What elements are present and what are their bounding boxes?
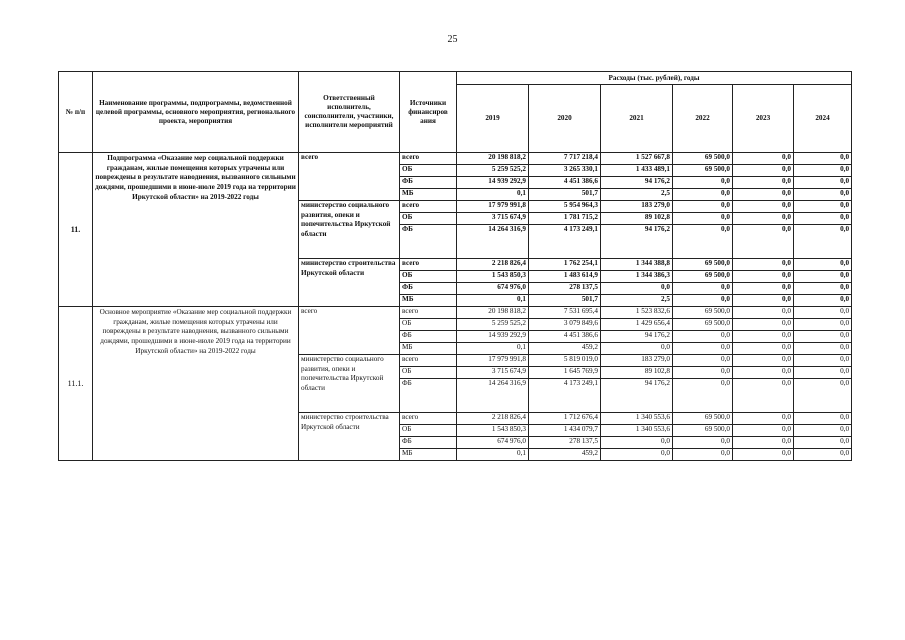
amount-cell: 183 279,0	[601, 201, 673, 213]
amount-cell: 0,0	[673, 343, 733, 355]
amount-cell: 2,5	[601, 189, 673, 201]
amount-cell: 4 173 249,1	[529, 379, 601, 413]
amount-cell: 0,0	[794, 165, 852, 177]
amount-cell: 14 264 316,9	[457, 225, 529, 259]
funding-source: всего	[400, 413, 457, 425]
amount-cell: 4 451 386,6	[529, 177, 601, 189]
amount-cell: 459,2	[529, 343, 601, 355]
amount-cell: 0,0	[733, 189, 794, 201]
amount-cell: 7 717 218,4	[529, 153, 601, 165]
funding-source: всего	[400, 259, 457, 271]
amount-cell: 0,0	[733, 437, 794, 449]
amount-cell: 0,0	[794, 259, 852, 271]
amount-cell: 0,0	[673, 437, 733, 449]
amount-cell: 278 137,5	[529, 283, 601, 295]
amount-cell: 501,7	[529, 295, 601, 307]
amount-cell: 0,0	[733, 165, 794, 177]
amount-cell: 0,0	[673, 283, 733, 295]
funding-source: МБ	[400, 343, 457, 355]
amount-cell: 0,0	[794, 331, 852, 343]
amount-cell: 0,0	[794, 189, 852, 201]
item-index: 11.	[59, 153, 93, 307]
amount-cell: 0,0	[673, 295, 733, 307]
amount-cell: 0,0	[733, 201, 794, 213]
amount-cell: 1 762 254,1	[529, 259, 601, 271]
table-row	[59, 307, 852, 319]
amount-cell: 0,0	[794, 153, 852, 165]
amount-cell: 0,0	[794, 271, 852, 283]
header-name: Наименование программы, подпрограммы, ведомственной целевой программы, основного мероприятия, регионального проекта, мероприятия	[93, 72, 299, 153]
budget-table	[58, 71, 852, 461]
responsible-executor: министерство социального развития, опеки и попечительства Иркутской области	[299, 355, 400, 413]
amount-cell: 0,0	[601, 343, 673, 355]
amount-cell: 0,0	[733, 367, 794, 379]
amount-cell: 4 451 386,6	[529, 331, 601, 343]
funding-source: всего	[400, 201, 457, 213]
table-row	[59, 153, 852, 165]
amount-cell: 1 340 553,6	[601, 413, 673, 425]
amount-cell: 0,1	[457, 343, 529, 355]
amount-cell: 0,0	[673, 177, 733, 189]
funding-source: ОБ	[400, 271, 457, 283]
amount-cell: 0,0	[673, 331, 733, 343]
amount-cell: 0,0	[794, 449, 852, 461]
item-index: 11.1.	[59, 307, 93, 461]
amount-cell: 0,1	[457, 449, 529, 461]
item-name: Основное мероприятие «Оказание мер социальной поддержки гражданам, жилые помещения которых утрачены или повреждены в результате наводнения, вызванного сильными дождями, прошедшими в июне-июле 2019 года на территории Иркутской области» на 2019-2022 годы	[93, 307, 299, 461]
amount-cell: 0,0	[733, 213, 794, 225]
amount-cell: 1 712 676,4	[529, 413, 601, 425]
amount-cell: 2 218 826,4	[457, 259, 529, 271]
amount-cell: 183 279,0	[601, 355, 673, 367]
amount-cell: 0,0	[601, 449, 673, 461]
amount-cell: 5 819 019,0	[529, 355, 601, 367]
amount-cell: 1 645 769,9	[529, 367, 601, 379]
amount-cell: 89 102,8	[601, 213, 673, 225]
amount-cell: 94 176,2	[601, 379, 673, 413]
amount-cell: 0,0	[673, 201, 733, 213]
amount-cell: 69 500,0	[673, 425, 733, 437]
amount-cell: 278 137,5	[529, 437, 601, 449]
amount-cell: 0,0	[733, 295, 794, 307]
amount-cell: 94 176,2	[601, 225, 673, 259]
funding-source: ОБ	[400, 213, 457, 225]
amount-cell: 0,1	[457, 295, 529, 307]
amount-cell: 1 433 489,1	[601, 165, 673, 177]
section-11-1	[59, 307, 852, 461]
amount-cell: 3 079 849,6	[529, 319, 601, 331]
amount-cell: 5 259 525,2	[457, 319, 529, 331]
amount-cell: 1 344 386,3	[601, 271, 673, 283]
amount-cell: 0,0	[673, 189, 733, 201]
header-year: 2019	[457, 85, 529, 153]
header-source: Источники финансиров ания	[400, 72, 457, 153]
amount-cell: 0,0	[673, 355, 733, 367]
amount-cell: 14 939 292,9	[457, 331, 529, 343]
amount-cell: 1 429 656,4	[601, 319, 673, 331]
amount-cell: 0,0	[673, 213, 733, 225]
funding-source: ФБ	[400, 225, 457, 259]
amount-cell: 4 173 249,1	[529, 225, 601, 259]
amount-cell: 0,0	[733, 225, 794, 259]
amount-cell: 0,0	[733, 319, 794, 331]
responsible-executor: министерство строительства Иркутской области	[299, 413, 400, 461]
amount-cell: 0,0	[794, 177, 852, 189]
responsible-executor: всего	[299, 307, 400, 355]
amount-cell: 0,0	[733, 413, 794, 425]
amount-cell: 0,0	[794, 367, 852, 379]
amount-cell: 0,1	[457, 189, 529, 201]
amount-cell: 0,0	[794, 425, 852, 437]
amount-cell: 1 344 388,8	[601, 259, 673, 271]
funding-source: ОБ	[400, 165, 457, 177]
amount-cell: 0,0	[733, 283, 794, 295]
amount-cell: 2 218 826,4	[457, 413, 529, 425]
section-11	[59, 153, 852, 307]
amount-cell: 0,0	[794, 283, 852, 295]
amount-cell: 69 500,0	[673, 413, 733, 425]
amount-cell: 0,0	[601, 283, 673, 295]
header-expenses: Расходы (тыс. рублей), годы	[457, 72, 852, 85]
funding-source: всего	[400, 355, 457, 367]
amount-cell: 3 715 674,9	[457, 213, 529, 225]
amount-cell: 69 500,0	[673, 319, 733, 331]
amount-cell: 5 259 525,2	[457, 165, 529, 177]
funding-source: ОБ	[400, 367, 457, 379]
amount-cell: 3 265 330,1	[529, 165, 601, 177]
amount-cell: 0,0	[733, 379, 794, 413]
funding-source: ОБ	[400, 425, 457, 437]
funding-source: всего	[400, 307, 457, 319]
amount-cell: 0,0	[733, 307, 794, 319]
funding-source: ФБ	[400, 331, 457, 343]
funding-source: МБ	[400, 189, 457, 201]
amount-cell: 0,0	[733, 177, 794, 189]
amount-cell: 69 500,0	[673, 307, 733, 319]
amount-cell: 3 715 674,9	[457, 367, 529, 379]
amount-cell: 0,0	[673, 367, 733, 379]
funding-source: ФБ	[400, 177, 457, 189]
amount-cell: 20 198 818,2	[457, 307, 529, 319]
amount-cell: 1 543 850,3	[457, 425, 529, 437]
funding-source: МБ	[400, 449, 457, 461]
funding-source: ФБ	[400, 379, 457, 413]
amount-cell: 69 500,0	[673, 165, 733, 177]
amount-cell: 0,0	[733, 425, 794, 437]
responsible-executor: всего	[299, 153, 400, 201]
funding-source: ФБ	[400, 283, 457, 295]
amount-cell: 69 500,0	[673, 259, 733, 271]
amount-cell: 20 198 818,2	[457, 153, 529, 165]
amount-cell: 0,0	[733, 271, 794, 283]
amount-cell: 674 976,0	[457, 437, 529, 449]
responsible-executor: министерство строительства Иркутской области	[299, 259, 400, 307]
amount-cell: 0,0	[673, 379, 733, 413]
amount-cell: 0,0	[794, 201, 852, 213]
amount-cell: 1 781 715,2	[529, 213, 601, 225]
amount-cell: 0,0	[673, 449, 733, 461]
amount-cell: 0,0	[673, 225, 733, 259]
page-number: 25	[447, 34, 458, 45]
amount-cell: 1 527 667,8	[601, 153, 673, 165]
amount-cell: 69 500,0	[673, 153, 733, 165]
header-year: 2022	[673, 85, 733, 153]
amount-cell: 0,0	[794, 355, 852, 367]
amount-cell: 0,0	[733, 355, 794, 367]
amount-cell: 0,0	[794, 437, 852, 449]
amount-cell: 1 523 832,6	[601, 307, 673, 319]
funding-source: всего	[400, 153, 457, 165]
amount-cell: 17 979 991,8	[457, 355, 529, 367]
amount-cell: 0,0	[733, 259, 794, 271]
amount-cell: 0,0	[733, 331, 794, 343]
amount-cell: 0,0	[794, 225, 852, 259]
amount-cell: 1 483 614,9	[529, 271, 601, 283]
amount-cell: 459,2	[529, 449, 601, 461]
amount-cell: 0,0	[794, 343, 852, 355]
header-year: 2024	[794, 85, 852, 153]
responsible-executor: министерство социального развития, опеки и попечительства Иркутской области	[299, 201, 400, 259]
item-name: Подпрограмма «Оказание мер социальной поддержки гражданам, жилые помещения которых утрачены или повреждены в результате наводнения, вызванного сильными дождями, прошедшими в июне-июле 2019 года на территории Иркутской области» на 2019-2022 годы	[93, 153, 299, 307]
header-year: 2020	[529, 85, 601, 153]
amount-cell: 14 264 316,9	[457, 379, 529, 413]
amount-cell: 1 434 079,7	[529, 425, 601, 437]
amount-cell: 674 976,0	[457, 283, 529, 295]
amount-cell: 94 176,2	[601, 177, 673, 189]
amount-cell: 0,0	[794, 319, 852, 331]
header-num: № п/п	[59, 72, 93, 153]
amount-cell: 0,0	[733, 153, 794, 165]
amount-cell: 94 176,2	[601, 331, 673, 343]
header-responsible: Ответственный исполнитель, соисполнители, участники, исполнители мероприятий	[299, 72, 400, 153]
amount-cell: 0,0	[794, 307, 852, 319]
header-year: 2023	[733, 85, 794, 153]
amount-cell: 2,5	[601, 295, 673, 307]
amount-cell: 89 102,8	[601, 367, 673, 379]
amount-cell: 0,0	[733, 449, 794, 461]
amount-cell: 0,0	[794, 379, 852, 413]
amount-cell: 0,0	[733, 343, 794, 355]
amount-cell: 69 500,0	[673, 271, 733, 283]
amount-cell: 0,0	[794, 213, 852, 225]
header-year: 2021	[601, 85, 673, 153]
amount-cell: 501,7	[529, 189, 601, 201]
funding-source: ФБ	[400, 437, 457, 449]
amount-cell: 1 340 553,6	[601, 425, 673, 437]
amount-cell: 7 531 695,4	[529, 307, 601, 319]
amount-cell: 0,0	[794, 413, 852, 425]
amount-cell: 5 954 964,3	[529, 201, 601, 213]
amount-cell: 0,0	[601, 437, 673, 449]
amount-cell: 14 939 292,9	[457, 177, 529, 189]
amount-cell: 0,0	[794, 295, 852, 307]
amount-cell: 17 979 991,8	[457, 201, 529, 213]
amount-cell: 1 543 850,3	[457, 271, 529, 283]
funding-source: ОБ	[400, 319, 457, 331]
funding-source: МБ	[400, 295, 457, 307]
